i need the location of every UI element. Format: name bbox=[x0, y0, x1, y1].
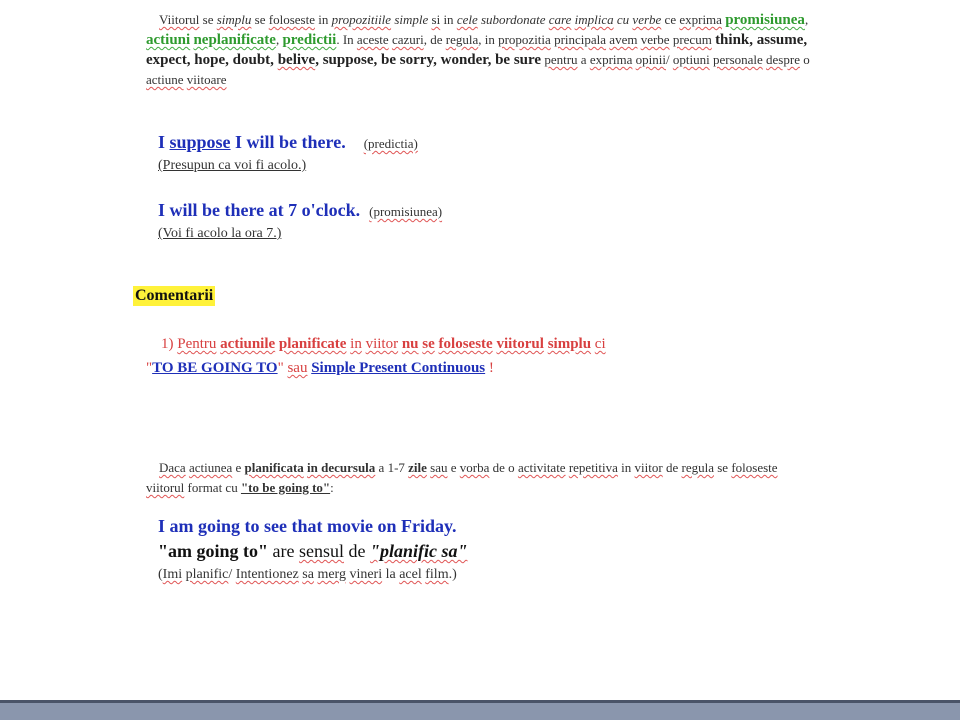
intro-word: actiune bbox=[146, 72, 184, 87]
intro-word: exprima bbox=[589, 52, 633, 67]
intro-word: propozitiile bbox=[331, 12, 392, 27]
example-3-sentence: I am going to see that movie on Friday. bbox=[158, 516, 457, 536]
keyword-predictii: predictii bbox=[282, 32, 337, 48]
intro-word: pentru bbox=[544, 52, 578, 67]
intro-word: principala bbox=[554, 32, 607, 47]
intro-word: Viitorul bbox=[159, 12, 200, 27]
intro-word: cazuri bbox=[391, 32, 424, 47]
example-2-note: (promisiunea) bbox=[369, 204, 443, 219]
going-to-paragraph: Daca actiunea e planificata in decursula a 1-7 zile sau e vorba de o activitate repetitiva in viitor de regula se foloseste viitorul format cu "to be going to": bbox=[146, 460, 778, 495]
example-1-verb: suppose bbox=[169, 132, 231, 152]
translation-word: Intentionez bbox=[235, 567, 299, 582]
intro-word: foloseste bbox=[268, 12, 315, 27]
para-word: viitor bbox=[634, 460, 663, 475]
intro-paragraph: Viitorul se simplu se foloseste in propozitiile simple si in cele subordonate care implica cu verbe ce exprima promisiunea, actiuni neplanificate, predictii. In aceste cazuri, de regula, in propozitia principala avem verbe precum think, assume, expect, hope, doubt, belive, suppose, be sorry, wonder, be sure pentru a exprima opinii/ optiuni personale despre o actiune viitoare bbox=[146, 12, 810, 87]
keyword-actiuni: actiuni bbox=[146, 32, 191, 48]
link-to-be-going-to[interactable]: TO BE GOING TO bbox=[152, 360, 278, 376]
intro-word: verbe bbox=[640, 32, 670, 47]
going-to-phrase: "to be going to" bbox=[240, 480, 331, 495]
intro-word: opinii bbox=[635, 52, 666, 67]
para-word: planificata bbox=[244, 460, 304, 475]
para-word: repetitiva bbox=[568, 460, 618, 475]
example-3-translation: (Imi planific/ Intentionez sa merg vineri la acel film.) bbox=[158, 567, 457, 582]
keyword-neplanificate: neplanificate bbox=[193, 32, 276, 48]
comment-word: sau bbox=[287, 360, 308, 376]
para-word: activitate bbox=[517, 460, 566, 475]
para-word: sau bbox=[430, 460, 448, 475]
translation-word: Imi bbox=[162, 567, 183, 582]
translation-word: vineri bbox=[349, 567, 383, 582]
comment-word: planificate bbox=[278, 336, 347, 352]
comment-word: nu bbox=[401, 336, 419, 352]
intro-word: despre bbox=[766, 52, 800, 67]
bottom-taskbar bbox=[0, 700, 960, 720]
example-1-sentence: I suppose I will be there. (predictia) bbox=[158, 132, 418, 152]
para-word: zile bbox=[408, 460, 427, 475]
example-2-sentence: I will be there at 7 o'clock. (promisiunea) bbox=[158, 200, 443, 220]
intro-word: regula bbox=[445, 32, 479, 47]
translation-word: acel bbox=[399, 567, 422, 582]
meaning-word: sensul bbox=[298, 541, 344, 561]
intro-word: aceste bbox=[356, 32, 389, 47]
translation-word: sa bbox=[302, 567, 314, 582]
verbs-list-end: , suppose, be sorry, wonder, be sure bbox=[315, 52, 542, 68]
comment-word: se bbox=[422, 336, 435, 352]
example-1-translation: (Presupun ca voi fi acolo.) bbox=[158, 158, 307, 173]
section-heading: Comentarii bbox=[135, 287, 214, 304]
para-word: Daca bbox=[159, 460, 186, 475]
intro-word: avem bbox=[609, 32, 638, 47]
verbs-list: think, assume, expect, hope, doubt, bbox=[146, 32, 808, 68]
intro-word: personale bbox=[712, 52, 763, 67]
intro-word: propozitia bbox=[498, 32, 551, 47]
translation-word: planific bbox=[185, 567, 229, 582]
para-word: foloseste bbox=[731, 460, 778, 475]
para-word: vorba bbox=[459, 460, 490, 475]
comment-word: simplu bbox=[547, 336, 592, 352]
comment-word: foloseste bbox=[438, 336, 493, 352]
example-2-translation: (Voi fi acolo la ora 7.) bbox=[158, 226, 282, 241]
intro-word: verbe bbox=[632, 12, 662, 27]
para-word: viitorul bbox=[146, 480, 185, 495]
verb-belive: belive bbox=[277, 52, 316, 68]
comment-word: in bbox=[350, 336, 362, 352]
comment-word: ci bbox=[594, 336, 606, 352]
example-3-meaning: "am going to" are sensul de "planific sa" bbox=[158, 541, 468, 561]
intro-word: simplu bbox=[216, 12, 252, 27]
intro-word: implica bbox=[574, 12, 614, 27]
intro-word: care bbox=[548, 12, 572, 27]
intro-word: exprima bbox=[679, 12, 722, 27]
translation-word: film bbox=[425, 567, 449, 582]
intro-word: viitoare bbox=[186, 72, 227, 87]
comment-1: 1) Pentru actiunile planificate in viitor nu se foloseste viitorul simplu ci "TO BE GOING TO" sau Simple Present Continuous ! bbox=[146, 336, 606, 376]
para-word: regula bbox=[681, 460, 714, 475]
intro-word: si bbox=[431, 12, 441, 27]
comment-word: actiunile bbox=[220, 336, 276, 352]
comment-word: viitor bbox=[365, 336, 399, 352]
keyword-promisiunea: promisiunea bbox=[725, 12, 805, 28]
intro-word: cele bbox=[456, 12, 478, 27]
comment-word: viitorul bbox=[496, 336, 544, 352]
intro-word: precum bbox=[672, 32, 712, 47]
comment-word: Pentru bbox=[177, 336, 217, 352]
para-word: in decursula bbox=[307, 460, 376, 475]
example-1-note: (predictia) bbox=[363, 136, 418, 151]
link-simple-present-continuous[interactable]: Simple Present Continuous bbox=[311, 360, 486, 376]
meaning-phrase: "planific sa" bbox=[369, 541, 468, 561]
para-word: actiunea bbox=[188, 460, 233, 475]
intro-word: optiuni bbox=[672, 52, 710, 67]
translation-word: merg bbox=[317, 567, 346, 582]
